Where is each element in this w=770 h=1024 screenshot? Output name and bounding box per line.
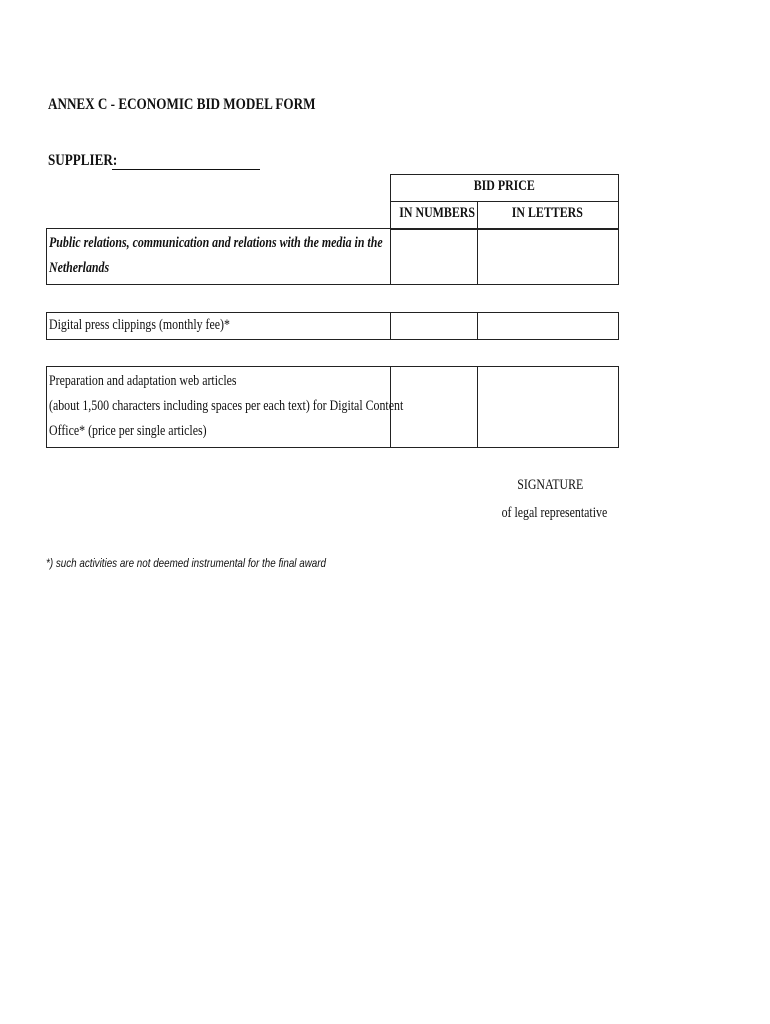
bid-price-header <box>390 174 619 230</box>
row-description-line: (about 1,500 characters including spaces per each text) for Digital Content <box>49 398 404 414</box>
supplier-label: SUPPLIER: <box>48 152 118 169</box>
bid-row <box>46 228 619 285</box>
form-title-text: ANNEX C - ECONOMIC BID MODEL FORM <box>48 96 316 113</box>
form-title <box>48 96 374 114</box>
in-letters-cell[interactable] <box>478 229 618 284</box>
signature-label: SIGNATURE <box>516 477 584 493</box>
bid-price-label: BID PRICE <box>473 178 536 194</box>
bid-row <box>46 366 619 448</box>
footnote-text: *) such activities are not deemed instrumental for the final award <box>46 556 327 570</box>
in-numbers-header: IN NUMBERS <box>399 205 475 221</box>
row-description-line: Netherlands <box>49 260 110 276</box>
footnote <box>46 556 388 570</box>
supplier-line <box>48 152 260 170</box>
row-description <box>49 313 270 338</box>
row-description-line: Digital press clippings (monthly fee)* <box>49 317 230 333</box>
in-letters-header: IN LETTERS <box>511 205 584 221</box>
in-letters-cell[interactable] <box>478 367 618 447</box>
in-numbers-cell[interactable] <box>391 229 477 284</box>
in-letters-cell[interactable] <box>478 313 618 339</box>
row-description-line: Preparation and adaptation web articles <box>49 373 237 389</box>
row-description-line: Public relations, communication and relations with the media in the <box>49 235 383 251</box>
signature-subtitle: of legal representative <box>501 505 608 521</box>
row-description-line: Office* (price per single articles) <box>49 423 207 439</box>
header-divider <box>391 201 618 202</box>
in-numbers-cell[interactable] <box>391 367 477 447</box>
supplier-name-field[interactable] <box>112 153 260 170</box>
in-numbers-cell[interactable] <box>391 313 477 339</box>
bid-row <box>46 312 619 340</box>
